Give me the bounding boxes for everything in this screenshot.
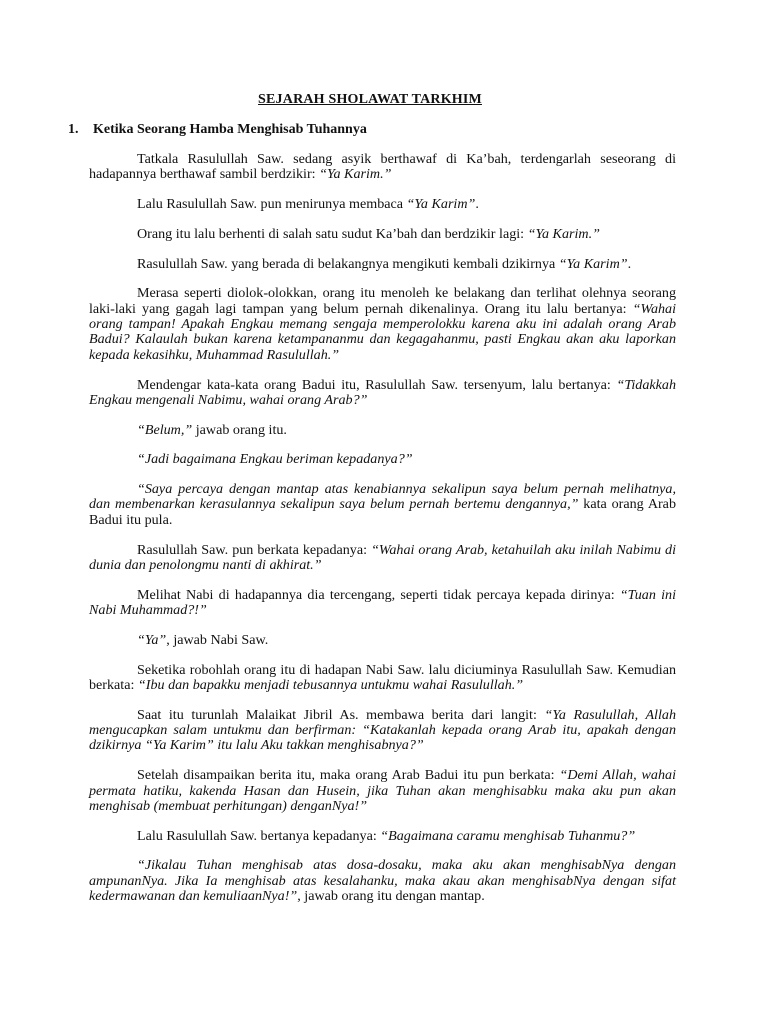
paragraph-text: Setelah disampaikan berita itu, maka orang Arab Badui itu pun berkata: xyxy=(137,767,560,784)
paragraph-text: Lalu Rasulullah Saw. bertanya kepadanya: xyxy=(137,827,381,844)
section-number: 1. xyxy=(68,122,79,137)
quoted-text: “Jadi bagaimana Engkau beriman kepadanya?” xyxy=(137,451,413,468)
section-heading xyxy=(68,122,367,138)
paragraph-text: Orang itu lalu berhenti di salah satu sudut Ka’bah dan berdzikir lagi: xyxy=(137,225,528,242)
paragraph xyxy=(89,197,676,212)
paragraph-text: Tatkala Rasulullah Saw. sedang asyik berthawaf di Ka’bah, terdengarlah seseorang di hadapannya berthawaf sambil berdzikir: xyxy=(89,151,676,183)
paragraph xyxy=(89,452,676,467)
paragraph xyxy=(89,378,676,409)
quoted-text: “Wahai orang Arab, ketahuilah aku inilah Nabimu di dunia dan penolongmu nanti di akhirat.” xyxy=(89,541,677,573)
quoted-text: “Bagaimana caramu menghisab Tuhanmu?” xyxy=(380,827,636,844)
paragraph-text: Rasulullah Saw. yang berada di belakangnya mengikuti kembali dzikirnya xyxy=(137,255,559,272)
quoted-text: “Belum,” xyxy=(137,421,193,438)
paragraph-text: kata orang Arab Badui itu pula. xyxy=(89,496,676,528)
paragraph-text: . xyxy=(475,196,479,213)
paragraph-text: , jawab orang itu dengan mantap. xyxy=(297,888,485,905)
quoted-text: “Demi Allah, wahai permata hatiku, kakenda Hasan dan Husein, jika Tuhan akan menghisabku maka aku pun akan menghisab (membuat perhitungan) denganNya!” xyxy=(89,767,676,814)
paragraph-text: Lalu Rasulullah Saw. pun menirunya membaca xyxy=(137,196,407,213)
paragraph xyxy=(89,768,676,814)
paragraph-text: Merasa seperti diolok-olokkan, orang itu menoleh ke belakang dan terlihat olehnya seorang laki-laki yang gagah lagi tampan yang belum pernah dikenalinya. Orang itu lalu bertanya: xyxy=(89,285,676,317)
paragraph-text: jawab orang itu. xyxy=(192,421,287,438)
paragraph xyxy=(89,588,676,619)
quoted-text: “Ya” xyxy=(137,631,167,648)
paragraph xyxy=(89,858,676,904)
paragraph-text: , jawab Nabi Saw. xyxy=(166,631,269,648)
paragraph-text: Saat itu turunlah Malaikat Jibril As. membawa berita dari langit: xyxy=(137,706,545,723)
quoted-text: “Saya percaya dengan mantap atas kenabiannya sekalipun saya belum pernah melihatnya, dan membenarkan kerasulannya sekalipun saya belum pernah bertemu dengannya,” xyxy=(89,481,676,513)
paragraph xyxy=(89,708,676,754)
paragraph xyxy=(89,543,676,574)
paragraph xyxy=(89,227,676,242)
section-heading-text: Ketika Seorang Hamba Menghisab Tuhannya xyxy=(93,122,367,137)
quoted-text: “Ya Karim.” xyxy=(527,225,600,242)
paragraph-text: . xyxy=(627,255,632,272)
paragraph-text: Seketika robohlah orang itu di hadapan Nabi Saw. lalu diciuminya Rasulullah Saw. Kemudian berkata: xyxy=(89,661,676,693)
quoted-text: “Wahai orang tampan! Apakah Engkau memang sengaja memperolokku karena aku ini adalah orang Arab Badui? Kalaulah bukan karena ketampananmu dan kegagahanmu, pasti Engkau akan aku laporkan kepada kekasihku, Muhammad Rasulullah.” xyxy=(89,300,676,363)
quoted-text: “Ya Karim.” xyxy=(319,166,392,183)
paragraph xyxy=(89,633,676,648)
paragraph xyxy=(89,482,676,528)
quoted-text: “Ibu dan bapakku menjadi tebusannya untukmu wahai Rasulullah.” xyxy=(137,676,524,693)
quoted-text: “Ya Karim” xyxy=(558,255,628,272)
document-body xyxy=(89,152,676,919)
paragraph xyxy=(89,152,676,183)
quoted-text: “Tidakkah Engkau mengenali Nabimu, wahai orang Arab?” xyxy=(89,376,676,408)
paragraph xyxy=(89,423,676,438)
quoted-text: “Ya Rasulullah, Allah mengucapkan salam untukmu dan berfirman: “Katakanlah kepada orang Arab itu, apakah dengan dzikirnya “Ya Karim” itu lalu Aku takkan menghisabnya?” xyxy=(89,706,676,754)
paragraph xyxy=(89,663,676,694)
paragraph-text: Mendengar kata-kata orang Badui itu, Rasulullah Saw. tersenyum, lalu bertanya: xyxy=(137,376,617,393)
paragraph xyxy=(89,286,676,363)
document-title: SEJARAH SHOLAWAT TARKHIM xyxy=(258,92,482,107)
paragraph xyxy=(89,829,676,844)
paragraph xyxy=(89,257,676,272)
quoted-text: “Jikalau Tuhan menghisab atas dosa-dosaku, maka aku akan menghisabNya dengan ampunanNya. Jika Ia menghisab atas kesalahanku, maka akau akan menghisabNya dengan sifat kedermawanan dan kemuliaanNya!” xyxy=(89,857,676,905)
quoted-text: “Tuan ini Nabi Muhammad?!” xyxy=(89,586,676,619)
paragraph-text: Melihat Nabi di hadapannya dia tercengang, seperti tidak percaya kepada dirinya: xyxy=(137,586,620,603)
paragraph-text: Rasulullah Saw. pun berkata kepadanya: xyxy=(137,541,372,558)
quoted-text: “Ya Karim” xyxy=(406,196,476,213)
